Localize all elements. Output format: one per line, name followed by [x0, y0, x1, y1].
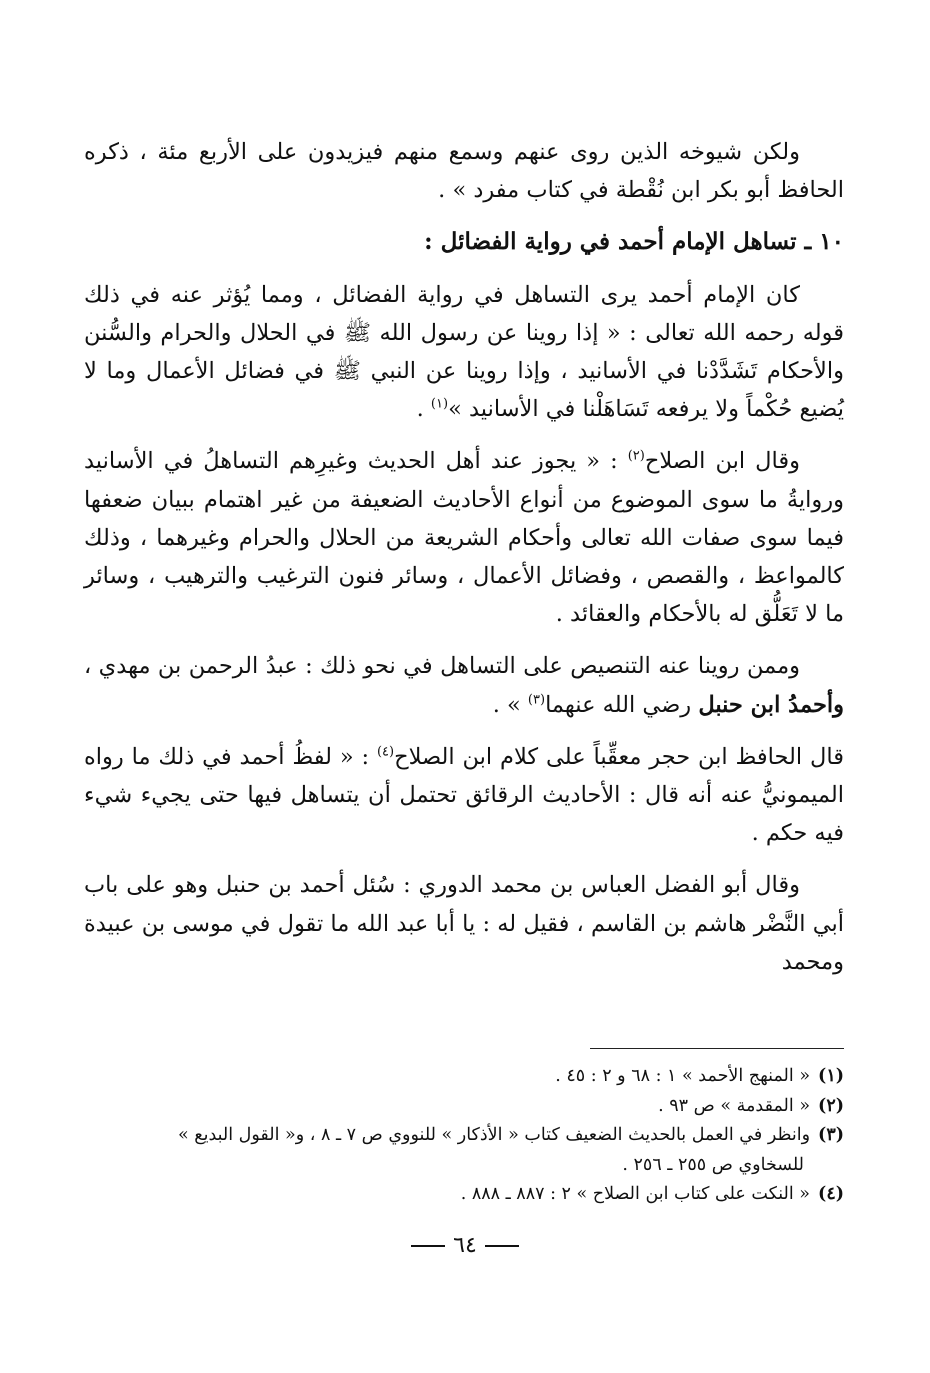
footnote-text: « النكت على كتاب ابن الصلاح » ٢ : ٨٨٧ ـ ٨٨٨ .: [460, 1184, 811, 1204]
footnote-ref-4: (٤): [376, 744, 395, 760]
paragraph-4-text-c: » .: [492, 691, 528, 718]
paragraph-5-text-a: قال الحافظ ابن حجر معقِّباً على كلام ابن الصلاح: [394, 743, 844, 770]
paragraph-5-text-b: : « لفظُ أحمد في ذلك ما رواه الميمونيُّ عنه أنه قال : الأحاديث الرقائق تحتمل أن يتساهل فيها حتى يجيء شيء فيه حكم .: [84, 743, 844, 847]
paragraph-2-text: كان الإمام أحمد يرى التساهل في رواية الفضائل ، ومما يُؤثر عنه في ذلك قوله رحمه الله تعالى : « إذا روينا عن رسول الله ﷺ في الحلال والحرام والسُّنن والأحكام تَشَدَّدْنا في الأسانيد ، وإذا روينا عن النبي ﷺ في فضائل الأعمال وما لا يُضيع حُكْماً ولا يرفعه تَسَاهَلْنا في الأسانيد »: [84, 281, 844, 423]
page-number: [0, 1233, 930, 1258]
page-number-dash-right: [411, 1245, 445, 1247]
section-heading: ١٠ ـ تساهل الإمام أحمد في رواية الفضائل :: [424, 228, 844, 256]
footnote-1: [84, 1062, 844, 1092]
paragraph-3-text-b: : « يجوز عند أهل الحديث وغيرِهم التساهلُ في الأسانيد وروايةُ ما سوى الموضوع من أنواع الأحاديث الضعيفة من غير اهتمام ببيان ضعفها فيما سوى صفات الله تعالى وأحكام الشريعة من الحلال والحرام وغيرهما ، وذلك كالمواعظ ، والقصص ، وفضائل الأعمال ، وسائر فنون الترغيب والترهيب ، وسائر ما لا تَعَلُّق له بالأحكام والعقائد .: [84, 448, 844, 628]
paragraph-4-text-a: وممن روينا عنه التنصيص على التساهل في نحو ذلك : عبدُ الرحمن بن مهدي ،: [84, 653, 800, 680]
footnote-3-continuation: للسخاوي ص ٢٥٥ ـ ٢٥٦ .: [622, 1154, 804, 1175]
paragraph-4-bold-name: وأحمدُ ابن حنبل: [698, 691, 844, 718]
paragraph-4-text-b: رضي الله عنهما: [545, 691, 699, 718]
footnote-number: (٢): [818, 1095, 844, 1116]
footnote-4: [84, 1180, 844, 1210]
footnote-text: وانظر في العمل بالحديث الضعيف كتاب « الأذكار » للنووي ص ٧ ـ ٨ ، و« القول البديع »: [178, 1125, 811, 1145]
paragraph-2-end: .: [416, 396, 431, 423]
footnote-text: « المنهج الأحمد » ١ : ٦٨ و ٢ : ٤٥ .: [555, 1066, 811, 1086]
paragraph-3: [84, 442, 844, 633]
page-number-dash-left: [485, 1245, 519, 1247]
paragraph-2: [84, 276, 844, 429]
footnote-number: (٣): [818, 1125, 844, 1145]
paragraph-5: [84, 738, 844, 853]
footnote-text: « المقدمة » ص ٩٣ .: [658, 1095, 811, 1116]
footnote-2: [84, 1092, 844, 1122]
paragraph-6-text: وقال أبو الفضل العباس بن محمد الدوري : سُئل أحمد بن حنبل وهو على باب أبي النَّضْر هاشم بن القاسم ، فقيل له : يا أبا عبد الله ما تقول في موسى بن عبيدة ومحمد: [84, 872, 844, 975]
paragraph-4: [84, 647, 844, 723]
page-number-value: ٦٤: [453, 1233, 477, 1258]
footnote-ref-3: (٣): [527, 692, 546, 708]
footnote-ref-1: (١): [430, 396, 449, 412]
footnote-ref-2: (٢): [627, 448, 645, 464]
footnote-3: [84, 1121, 844, 1151]
paragraph-1-text: ولكن شيوخه الذين روى عنهم وسمع منهم فيزيدون على الأربع مئة ، ذكره الحافظ أبو بكر ابن نُقْطة في كتاب مفرد » .: [84, 139, 844, 204]
footnote-number: (١): [818, 1066, 844, 1086]
paragraph-1: [84, 133, 844, 209]
main-text: [84, 133, 844, 995]
footnote-number: (٤): [818, 1184, 844, 1204]
paragraph-3-text-a: وقال ابن الصلاح: [644, 448, 801, 475]
footnotes: [84, 1062, 844, 1210]
paragraph-6: [84, 866, 844, 981]
footnote-divider: [590, 1048, 844, 1049]
